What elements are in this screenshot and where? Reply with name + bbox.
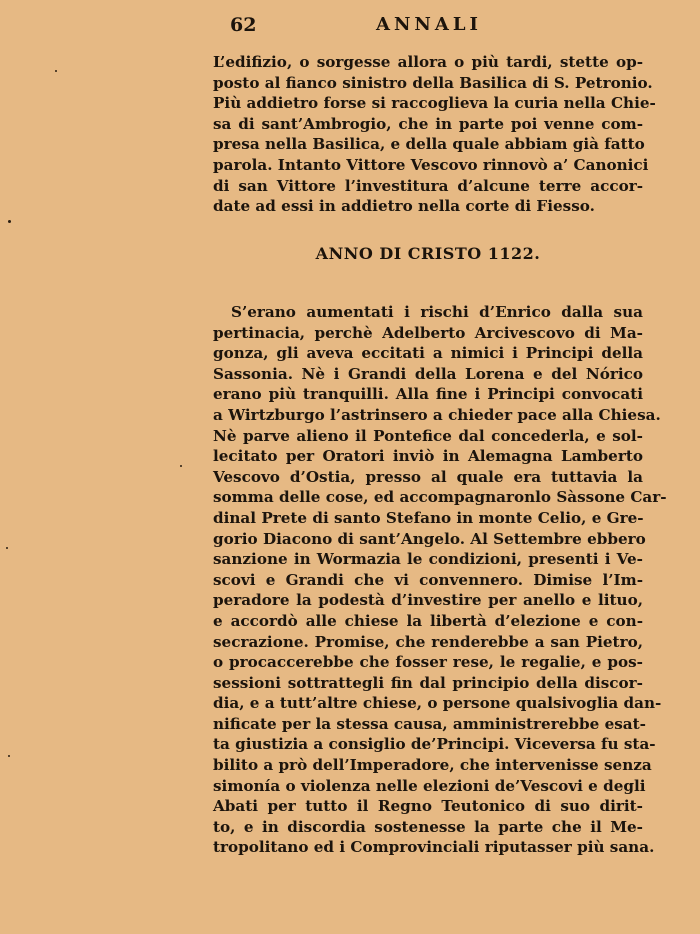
text-line: L’edifizio, o sorgesse allora o più tardi, stette op-	[213, 53, 643, 71]
text-line: bilito a prò dell’Imperadore, che intervenisse senza	[213, 756, 652, 775]
text-line: Più addietro forse si raccoglieva la curia nella Chie-	[213, 94, 656, 113]
intro-paragraph	[213, 52, 656, 217]
text-line: sa di sant’Ambrogio, che in parte poi venne com-	[213, 114, 643, 133]
paper-speck	[180, 465, 182, 467]
paper-speck	[8, 755, 10, 757]
paper-speck	[8, 220, 11, 223]
page-number: 62	[230, 14, 257, 36]
text-line: somma delle cose, ed accompagnaronlo Sàssone Car-	[213, 488, 667, 507]
text-line: o procaccerebbe che fosser rese, le regalie, e pos-	[213, 653, 643, 672]
section-heading: ANNO DI CRISTO 1122.	[315, 244, 541, 263]
text-line: simonía o violenza nelle elezioni de’Vescovi e degli	[213, 776, 646, 795]
text-line: Nè parve alieno il Pontefice dal concederla, e sol-	[213, 426, 643, 445]
text-line: date ad essi in addietro nella corte di Fiesso.	[213, 197, 595, 216]
text-line: sanzione in Wormazia le condizioni, presenti i Ve-	[213, 550, 643, 569]
text-line: ta giustizia a consiglio de’Principi. Viceversa fu sta-	[213, 735, 656, 754]
text-line: tropolitano ed i Comprovinciali riputasser più sana.	[213, 838, 655, 857]
text-line: Abati per tutto il Regno Teutonico di suo dirit-	[213, 797, 643, 816]
text-line: erano più tranquilli. Alla fine i Principi convocati	[213, 385, 643, 404]
text-line: di san Vittore l’investitura d’alcune terre accor-	[213, 176, 643, 195]
text-line: sessioni sottrattegli fin dal principio della discor-	[213, 673, 643, 692]
text-line: S’erano aumentati i rischi d’Enrico dalla sua	[231, 303, 643, 321]
running-title: ANNALI	[376, 14, 482, 35]
paper-speck	[55, 70, 57, 72]
text-line: peradore la podestà d’investire per anello e lituo,	[213, 591, 643, 610]
text-line: presa nella Basilica, e della quale abbiam già fatto	[213, 135, 645, 154]
running-head	[230, 14, 530, 40]
text-line: secrazione. Promise, che renderebbe a san Pietro,	[213, 632, 643, 651]
text-line: e accordò alle chiese la libertà d’elezione e con-	[213, 611, 643, 630]
text-line: scovi e Grandi che vi convennero. Dimise l’Im-	[213, 570, 643, 589]
paper-speck	[6, 547, 8, 549]
text-line: Sassonia. Nè i Grandi della Lorena e del Nórico	[213, 364, 643, 383]
text-line: pertinacia, perchè Adelberto Arcivescovo di Ma-	[213, 323, 643, 342]
text-line: gonza, gli aveva eccitati a nimici i Principi della	[213, 344, 643, 363]
text-line: lecitato per Oratori inviò in Alemagna Lamberto	[213, 447, 643, 466]
text-line: nificate per la stessa causa, amministrerebbe esat-	[213, 714, 646, 733]
text-line: a Wirtzburgo l’astrinsero a chieder pace alla Chiesa.	[213, 405, 661, 424]
text-line: to, e in discordia sostenesse la parte che il Me-	[213, 817, 643, 836]
text-line: parola. Intanto Vittore Vescovo rinnovò a’ Canonici	[213, 155, 649, 174]
text-line: Vescovo d’Ostia, presso al quale era tuttavia la	[213, 467, 643, 486]
body-paragraph	[213, 302, 667, 858]
text-line: gorio Diacono di sant’Angelo. Al Settembre ebbero	[213, 529, 646, 548]
text-line: posto al fianco sinistro della Basilica di S. Petronio.	[213, 73, 653, 92]
text-line: dia, e a tutt’altre chiese, o persone qualsivoglia dan-	[213, 694, 662, 713]
text-line: dinal Prete di santo Stefano in monte Celio, e Gre-	[213, 508, 644, 527]
